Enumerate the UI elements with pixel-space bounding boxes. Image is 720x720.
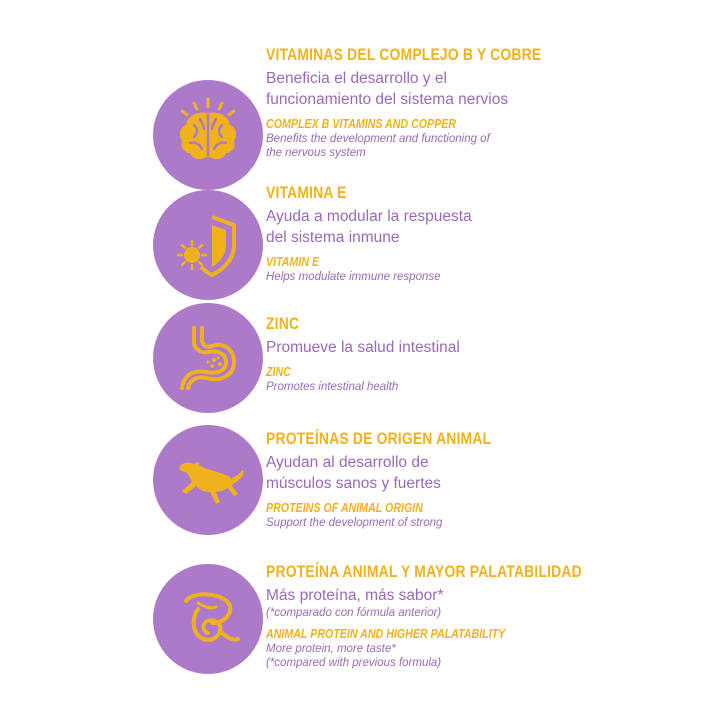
icon-circle <box>153 303 263 413</box>
benefit-title-en: PROTEINS OF ANIMAL ORIGIN <box>266 500 423 515</box>
icon-circle <box>153 80 263 190</box>
benefit-desc-es: músculos sanos y fuertes <box>266 475 441 492</box>
benefit-desc-es: del sistema inmune <box>266 229 400 246</box>
benefit-desc-es: Beneficia el desarrollo y el <box>266 70 447 87</box>
icon-circle <box>153 425 263 535</box>
benefit-desc-es: Más proteína, más sabor* <box>266 587 444 604</box>
benefit-title-es: VITAMINA E <box>266 183 347 202</box>
benefit-title-es: PROTEÍNA ANIMAL Y MAYOR PALATABILIDAD <box>266 562 582 581</box>
stomach-icon <box>168 318 248 398</box>
benefit-title-en: ZINC <box>266 364 291 379</box>
benefit-desc-en: the nervous system <box>266 147 366 159</box>
benefit-desc-en: Promotes intestinal health <box>266 381 399 393</box>
icon-circle <box>153 564 263 674</box>
benefit-note-en: (*compared with previous formula) <box>266 657 442 669</box>
running-dog-icon <box>168 440 248 520</box>
benefit-title-en: COMPLEX B VITAMINS AND COPPER <box>266 116 457 131</box>
benefit-desc-en: Helps modulate immune response <box>266 271 441 283</box>
benefit-note-es: (*comparado con fórmula anterior) <box>266 607 442 619</box>
benefit-desc-en: More protein, more taste* <box>266 643 396 655</box>
benefit-desc-es: Ayuda a modular la respuesta <box>266 208 472 225</box>
benefit-desc-es: funcionamiento del sistema nervios <box>266 91 509 108</box>
benefit-desc-es: Promueve la salud intestinal <box>266 339 460 356</box>
shield-virus-icon <box>168 205 248 285</box>
benefit-title-es: ZINC <box>266 314 300 333</box>
benefit-desc-en: Benefits the development and functioning of <box>266 133 490 145</box>
benefit-desc-en: Support the development of strong <box>266 517 443 529</box>
tongue-icon <box>168 579 248 659</box>
benefit-desc-es: Ayudan al desarrollo de <box>266 454 429 471</box>
brain-icon <box>168 95 248 175</box>
benefit-title-en: ANIMAL PROTEIN AND HIGHER PALATABILITY <box>266 626 506 641</box>
benefit-title-en: VITAMIN E <box>266 254 320 269</box>
icon-circle <box>153 190 263 300</box>
benefit-title-es: PROTEÍNAS DE ORIGEN ANIMAL <box>266 429 492 448</box>
benefit-title-es: VITAMINAS DEL COMPLEJO B Y COBRE <box>266 45 542 64</box>
